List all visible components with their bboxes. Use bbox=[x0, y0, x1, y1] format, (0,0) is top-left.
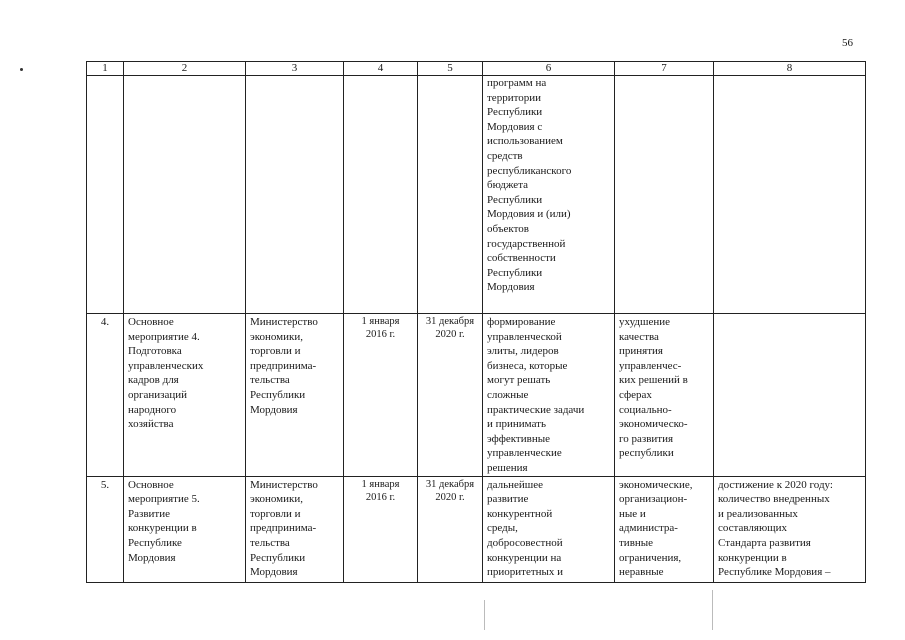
executor-cell: Министерство экономики, торговли и предпринима- тельства Республики Мордовия bbox=[246, 476, 344, 582]
page-number: 56 bbox=[842, 37, 853, 49]
measure-cell bbox=[124, 76, 246, 314]
table-row bbox=[87, 76, 866, 314]
consequences-cell: ухудшение качества принятия управленчес- ких решений в сферах социально- экономическо- го развития республики bbox=[615, 314, 714, 477]
start-date-cell bbox=[344, 76, 418, 314]
table-row bbox=[87, 476, 866, 582]
col-header-3: 3 bbox=[246, 62, 344, 76]
column-number-row bbox=[87, 62, 866, 76]
col-header-7: 7 bbox=[615, 62, 714, 76]
row-number: 5. bbox=[87, 476, 124, 582]
result-cell: дальнейшее развитие конкурентной среды, добросовестной конкуренции на приоритетных и bbox=[483, 476, 615, 582]
col-header-8: 8 bbox=[714, 62, 866, 76]
indicator-cell bbox=[714, 76, 866, 314]
start-date-cell: 1 января 2016 г. bbox=[344, 314, 418, 477]
result-cell: формирование управленческой элиты, лидеров бизнеса, которые могут решать сложные практические задачи и принимать эффективные управленческие решения bbox=[483, 314, 615, 477]
measure-cell: Основное мероприятие 4. Подготовка управленческих кадров для организаций народного хозяйства bbox=[124, 314, 246, 477]
col-header-4: 4 bbox=[344, 62, 418, 76]
end-date-cell: 31 декабря 2020 г. bbox=[418, 314, 483, 477]
result-cell: программ на территории Республики Мордовия с использованием средств республиканского бюджета Республики Мордовия и (или) объектов государственной собственности Республики Мордовия bbox=[483, 76, 615, 314]
end-date-cell: 31 декабря 2020 г. bbox=[418, 476, 483, 582]
measures-table bbox=[86, 61, 866, 583]
consequences-cell: экономические, организацион- ные и администра- тивные ограничения, неравные bbox=[615, 476, 714, 582]
end-date-cell bbox=[418, 76, 483, 314]
indicator-cell: достижение к 2020 году: количество внедренных и реализованных составляющих Стандарта развития конкуренции в Республике Мордовия – bbox=[714, 476, 866, 582]
scan-artifact-line bbox=[484, 600, 485, 630]
col-header-1: 1 bbox=[87, 62, 124, 76]
executor-cell: Министерство экономики, торговли и предпринима- тельства Республики Мордовия bbox=[246, 314, 344, 477]
scan-speck bbox=[20, 68, 23, 71]
scan-artifact-line bbox=[712, 590, 713, 630]
executor-cell bbox=[246, 76, 344, 314]
measure-cell: Основное мероприятие 5. Развитие конкуренции в Республике Мордовия bbox=[124, 476, 246, 582]
consequences-cell bbox=[615, 76, 714, 314]
row-number bbox=[87, 76, 124, 314]
col-header-5: 5 bbox=[418, 62, 483, 76]
start-date-cell: 1 января 2016 г. bbox=[344, 476, 418, 582]
col-header-6: 6 bbox=[483, 62, 615, 76]
table-row bbox=[87, 314, 866, 477]
col-header-2: 2 bbox=[124, 62, 246, 76]
row-number: 4. bbox=[87, 314, 124, 477]
indicator-cell bbox=[714, 314, 866, 477]
